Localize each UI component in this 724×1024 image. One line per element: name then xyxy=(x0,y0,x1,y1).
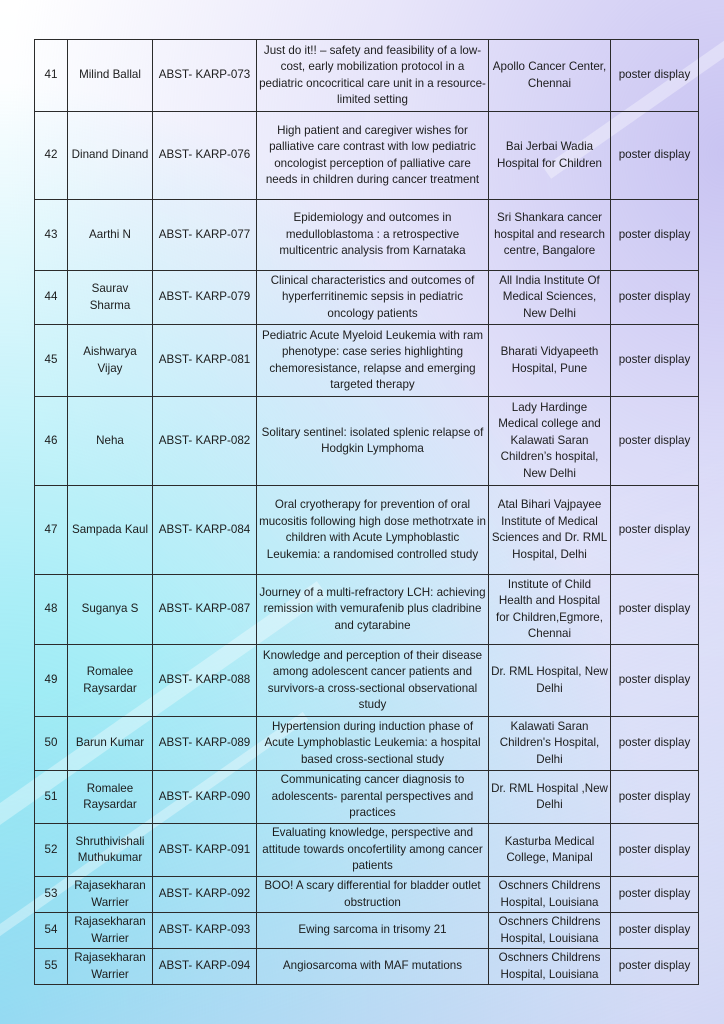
table-row xyxy=(35,877,699,913)
presentation-mode-cell: poster display xyxy=(611,112,699,200)
institution-cell: Lady Hardinge Medical college and Kalawati Saran Children’s hospital, New Delhi xyxy=(489,397,611,486)
abstract-id-cell: ABST- KARP-081 xyxy=(153,325,257,397)
abstract-id-cell: ABST- KARP-082 xyxy=(153,397,257,486)
row-number-cell: 44 xyxy=(35,271,68,325)
row-number-cell: 49 xyxy=(35,645,68,717)
author-name-cell: Aishwarya Vijay xyxy=(68,325,153,397)
row-number-cell: 41 xyxy=(35,40,68,112)
author-name-cell: Rajasekharan Warrier xyxy=(68,877,153,913)
abstract-id-cell: ABST- KARP-091 xyxy=(153,824,257,877)
institution-cell: Oschners Childrens Hospital, Louisiana xyxy=(489,949,611,985)
table-row xyxy=(35,824,699,877)
abstract-id-cell: ABST- KARP-077 xyxy=(153,200,257,271)
institution-cell: Bharati Vidyapeeth Hospital, Pune xyxy=(489,325,611,397)
institution-cell: All India Institute Of Medical Sciences, New Delhi xyxy=(489,271,611,325)
abstract-title-cell: Communicating cancer diagnosis to adolescents- parental perspectives and practices xyxy=(257,771,489,824)
row-number-cell: 52 xyxy=(35,824,68,877)
author-name-cell: Suganya S xyxy=(68,575,153,645)
abstract-id-cell: ABST- KARP-079 xyxy=(153,271,257,325)
table-row xyxy=(35,40,699,112)
row-number-cell: 50 xyxy=(35,717,68,771)
institution-cell: Oschners Childrens Hospital, Louisiana xyxy=(489,877,611,913)
table-row xyxy=(35,200,699,271)
presentation-mode-cell: poster display xyxy=(611,913,699,949)
row-number-cell: 45 xyxy=(35,325,68,397)
table-row xyxy=(35,271,699,325)
row-number-cell: 47 xyxy=(35,486,68,575)
institution-cell: Dr. RML Hospital ,New Delhi xyxy=(489,771,611,824)
presentation-mode-cell: poster display xyxy=(611,271,699,325)
institution-cell: Sri Shankara cancer hospital and research centre, Bangalore xyxy=(489,200,611,271)
row-number-cell: 46 xyxy=(35,397,68,486)
presentation-mode-cell: poster display xyxy=(611,575,699,645)
institution-cell: Bai Jerbai Wadia Hospital for Children xyxy=(489,112,611,200)
presentation-mode-cell: poster display xyxy=(611,397,699,486)
author-name-cell: Milind Ballal xyxy=(68,40,153,112)
presentation-mode-cell: poster display xyxy=(611,325,699,397)
abstract-title-cell: Epidemiology and outcomes in medulloblastoma : a retrospective multicentric analysis from Karnataka xyxy=(257,200,489,271)
abstract-id-cell: ABST- KARP-076 xyxy=(153,112,257,200)
presentation-mode-cell: poster display xyxy=(611,877,699,913)
table-row xyxy=(35,645,699,717)
abstract-title-cell: Hypertension during induction phase of Acute Lymphoblastic Leukemia: a hospital based cross-sectional study xyxy=(257,717,489,771)
presentation-mode-cell: poster display xyxy=(611,949,699,985)
abstract-title-cell: Clinical characteristics and outcomes of hyperferritinemic sepsis in pediatric oncology patients xyxy=(257,271,489,325)
row-number-cell: 51 xyxy=(35,771,68,824)
row-number-cell: 43 xyxy=(35,200,68,271)
abstract-title-cell: Solitary sentinel: isolated splenic relapse of Hodgkin Lymphoma xyxy=(257,397,489,486)
author-name-cell: Romalee Raysardar xyxy=(68,645,153,717)
presentation-mode-cell: poster display xyxy=(611,200,699,271)
author-name-cell: Sampada Kaul xyxy=(68,486,153,575)
abstract-title-cell: Knowledge and perception of their disease among adolescent cancer patients and survivors-a cross-sectional observational study xyxy=(257,645,489,717)
author-name-cell: Shruthivishali Muthukumar xyxy=(68,824,153,877)
table-row xyxy=(35,771,699,824)
abstract-table xyxy=(34,39,699,985)
table-row xyxy=(35,486,699,575)
presentation-mode-cell: poster display xyxy=(611,645,699,717)
abstract-title-cell: Evaluating knowledge, perspective and attitude towards oncofertility among cancer patients xyxy=(257,824,489,877)
presentation-mode-cell: poster display xyxy=(611,771,699,824)
abstract-title-cell: Angiosarcoma with MAF mutations xyxy=(257,949,489,985)
table-row xyxy=(35,575,699,645)
author-name-cell: Aarthi N xyxy=(68,200,153,271)
presentation-mode-cell: poster display xyxy=(611,717,699,771)
abstract-title-cell: Oral cryotherapy for prevention of oral mucositis following high dose methotrxate in children with Acute Lymphoblastic Leukemia: a randomised controlled study xyxy=(257,486,489,575)
abstract-id-cell: ABST- KARP-092 xyxy=(153,877,257,913)
row-number-cell: 48 xyxy=(35,575,68,645)
presentation-mode-cell: poster display xyxy=(611,40,699,112)
abstract-title-cell: BOO! A scary differential for bladder outlet obstruction xyxy=(257,877,489,913)
institution-cell: Kasturba Medical College, Manipal xyxy=(489,824,611,877)
row-number-cell: 54 xyxy=(35,913,68,949)
author-name-cell: Barun Kumar xyxy=(68,717,153,771)
abstract-id-cell: ABST- KARP-088 xyxy=(153,645,257,717)
institution-cell: Apollo Cancer Center, Chennai xyxy=(489,40,611,112)
abstract-title-cell: Ewing sarcoma in trisomy 21 xyxy=(257,913,489,949)
institution-cell: Atal Bihari Vajpayee Institute of Medical Sciences and Dr. RML Hospital, Delhi xyxy=(489,486,611,575)
institution-cell: Oschners Childrens Hospital, Louisiana xyxy=(489,913,611,949)
abstract-id-cell: ABST- KARP-094 xyxy=(153,949,257,985)
author-name-cell: Dinand Dinand xyxy=(68,112,153,200)
institution-cell: Institute of Child Health and Hospital for Children,Egmore, Chennai xyxy=(489,575,611,645)
table-row xyxy=(35,112,699,200)
abstract-id-cell: ABST- KARP-084 xyxy=(153,486,257,575)
author-name-cell: Rajasekharan Warrier xyxy=(68,913,153,949)
author-name-cell: Romalee Raysardar xyxy=(68,771,153,824)
table-row xyxy=(35,325,699,397)
table-row xyxy=(35,717,699,771)
table-row xyxy=(35,397,699,486)
abstract-title-cell: Just do it!! – safety and feasibility of a low-cost, early mobilization protocol in a pediatric oncocritical care unit in a resource-limited setting xyxy=(257,40,489,112)
presentation-mode-cell: poster display xyxy=(611,824,699,877)
author-name-cell: Saurav Sharma xyxy=(68,271,153,325)
abstract-id-cell: ABST- KARP-090 xyxy=(153,771,257,824)
abstract-id-cell: ABST- KARP-087 xyxy=(153,575,257,645)
row-number-cell: 42 xyxy=(35,112,68,200)
institution-cell: Dr. RML Hospital, New Delhi xyxy=(489,645,611,717)
row-number-cell: 53 xyxy=(35,877,68,913)
table-row xyxy=(35,913,699,949)
abstract-title-cell: High patient and caregiver wishes for palliative care contrast with low pediatric oncologist perception of palliative care needs in children during cancer treatment xyxy=(257,112,489,200)
table-row xyxy=(35,949,699,985)
presentation-mode-cell: poster display xyxy=(611,486,699,575)
abstract-title-cell: Pediatric Acute Myeloid Leukemia with ram phenotype: case series highlighting chemoresistance, relapse and emerging targeted therapy xyxy=(257,325,489,397)
author-name-cell: Rajasekharan Warrier xyxy=(68,949,153,985)
abstract-id-cell: ABST- KARP-093 xyxy=(153,913,257,949)
abstract-title-cell: Journey of a multi-refractory LCH: achieving remission with vemurafenib plus cladribine and cytarabine xyxy=(257,575,489,645)
row-number-cell: 55 xyxy=(35,949,68,985)
institution-cell: Kalawati Saran Children's Hospital, Delhi xyxy=(489,717,611,771)
author-name-cell: Neha xyxy=(68,397,153,486)
abstract-id-cell: ABST- KARP-073 xyxy=(153,40,257,112)
abstract-id-cell: ABST- KARP-089 xyxy=(153,717,257,771)
